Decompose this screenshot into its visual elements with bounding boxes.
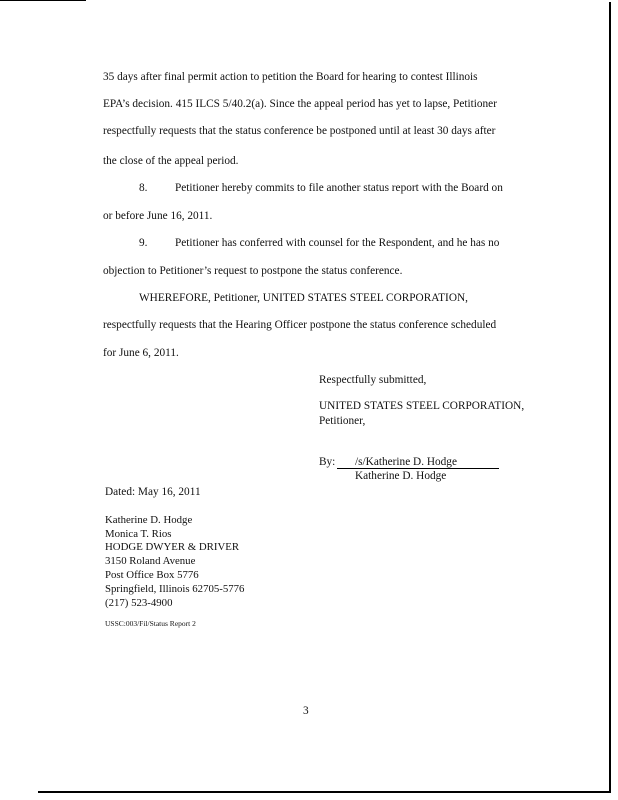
dated-line: Dated: May 16, 2011 bbox=[105, 486, 201, 498]
counsel-address-2: Post Office Box 5776 bbox=[105, 569, 199, 581]
file-reference: USSC:003/Fil/Status Report 2 bbox=[105, 619, 196, 628]
body-line-3: respectfully requests that the status conference be postponed until at least 30 days after bbox=[103, 125, 496, 137]
paragraph-8-number: 8. bbox=[139, 182, 148, 194]
scan-edge-top bbox=[0, 0, 86, 1]
counsel-phone: (217) 523-4900 bbox=[105, 597, 173, 609]
signature-closing: Respectfully submitted, bbox=[319, 374, 427, 386]
counsel-city: Springfield, Illinois 62705-5776 bbox=[105, 583, 245, 595]
body-line-1: 35 days after final permit action to petition the Board for hearing to contest Illinois bbox=[103, 71, 478, 83]
wherefore-line-2: respectfully requests that the Hearing Officer postpone the status conference scheduled bbox=[103, 319, 497, 331]
signature-signed: /s/Katherine D. Hodge bbox=[355, 456, 457, 468]
scan-edge-bottom bbox=[38, 791, 611, 793]
paragraph-8-line-2: or before June 16, 2011. bbox=[103, 210, 213, 222]
signature-company: UNITED STATES STEEL CORPORATION, bbox=[319, 400, 525, 412]
signature-by-label: By: bbox=[319, 456, 336, 468]
counsel-address-1: 3150 Roland Avenue bbox=[105, 555, 196, 567]
body-line-2: EPA’s decision. 415 ILCS 5/40.2(a). Since the appeal period has yet to lapse, Petitioner bbox=[103, 98, 497, 110]
wherefore-line-1: WHEREFORE, Petitioner, UNITED STATES STEEL CORPORATION, bbox=[139, 292, 468, 304]
counsel-name-1: Katherine D. Hodge bbox=[105, 514, 193, 526]
scan-edge-right bbox=[609, 2, 611, 792]
body-line-4: the close of the appeal period. bbox=[103, 155, 239, 167]
counsel-firm: HODGE DWYER & DRIVER bbox=[105, 541, 240, 553]
paragraph-9-line-1: Petitioner has conferred with counsel for the Respondent, and he has no bbox=[175, 237, 500, 249]
signature-role: Petitioner, bbox=[319, 415, 366, 427]
paragraph-8-line-1: Petitioner hereby commits to file another status report with the Board on bbox=[175, 182, 503, 194]
page-number: 3 bbox=[303, 705, 309, 717]
counsel-name-2: Monica T. Rios bbox=[105, 528, 172, 540]
paragraph-9-line-2: objection to Petitioner’s request to postpone the status conference. bbox=[103, 265, 403, 277]
wherefore-line-3: for June 6, 2011. bbox=[103, 347, 179, 359]
signature-name: Katherine D. Hodge bbox=[355, 470, 447, 482]
paragraph-9-number: 9. bbox=[139, 237, 148, 249]
